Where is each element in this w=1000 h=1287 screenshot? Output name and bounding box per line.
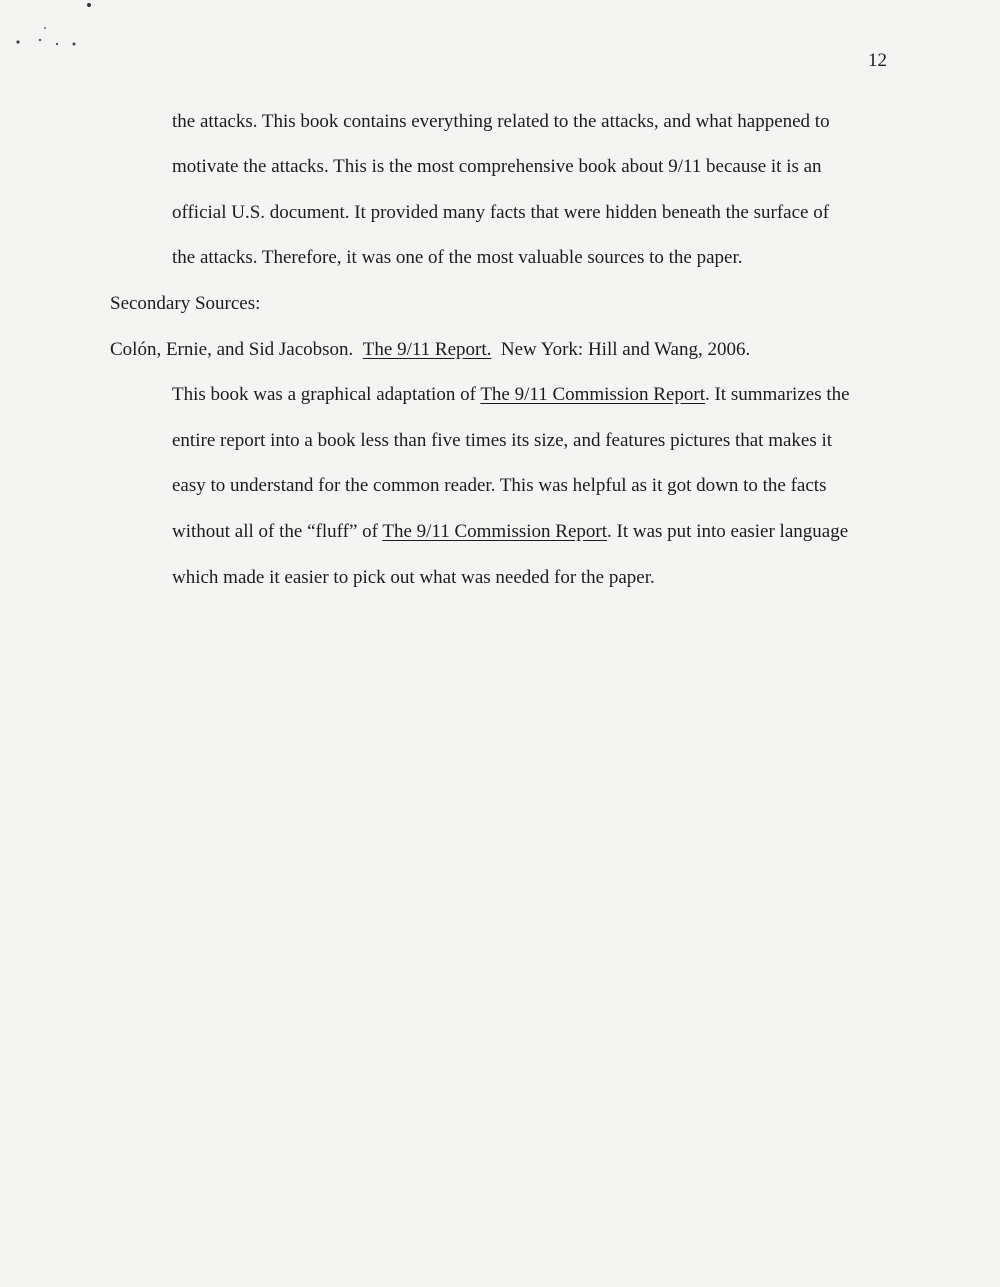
text-span: . It summarizes the [704,384,850,405]
text-span: This book was a graphical adaptation of [172,384,481,405]
scan-speck [56,43,58,45]
paragraph-line: the attacks. This book contains everything related to the attacks, and what happened to [172,111,830,132]
paragraph-line: motivate the attacks. This is the most comprehensive book about 9/11 because it is an [172,156,822,177]
paragraph-line: the attacks. Therefore, it was one of the most valuable sources to the paper. [172,247,743,268]
text-span: without all of the “fluff” of [172,521,383,542]
cited-title: The 9/11 Commission Report [382,521,608,542]
scan-speck [87,3,91,7]
paragraph-line: which made it easier to pick out what was needed for the paper. [172,567,655,588]
section-heading: Secondary Sources: [110,293,261,314]
page-number: 12 [868,50,887,71]
citation-title: The 9/11 Report. [362,339,492,360]
paragraph-line [172,521,848,543]
cited-title: The 9/11 Commission Report [480,384,705,405]
scan-speck [16,40,19,43]
scan-speck [44,27,46,29]
paragraph-line: easy to understand for the common reader. This was helpful as it got down to the facts [172,475,827,496]
citation [110,339,750,361]
scan-speck [73,43,76,46]
citation-publisher: New York: Hill and Wang, 2006. [500,339,751,360]
paragraph-line: entire report into a book less than five times its size, and features pictures that makes it [172,430,833,451]
scan-specks [14,0,94,60]
paragraph-line: official U.S. document. It provided many facts that were hidden beneath the surface of [172,202,830,223]
paragraph-line [172,384,850,406]
citation-authors: Colón, Ernie, and Sid Jacobson. [110,339,354,360]
scan-speck [39,39,41,41]
text-span: . It was put into easier language [607,521,849,542]
